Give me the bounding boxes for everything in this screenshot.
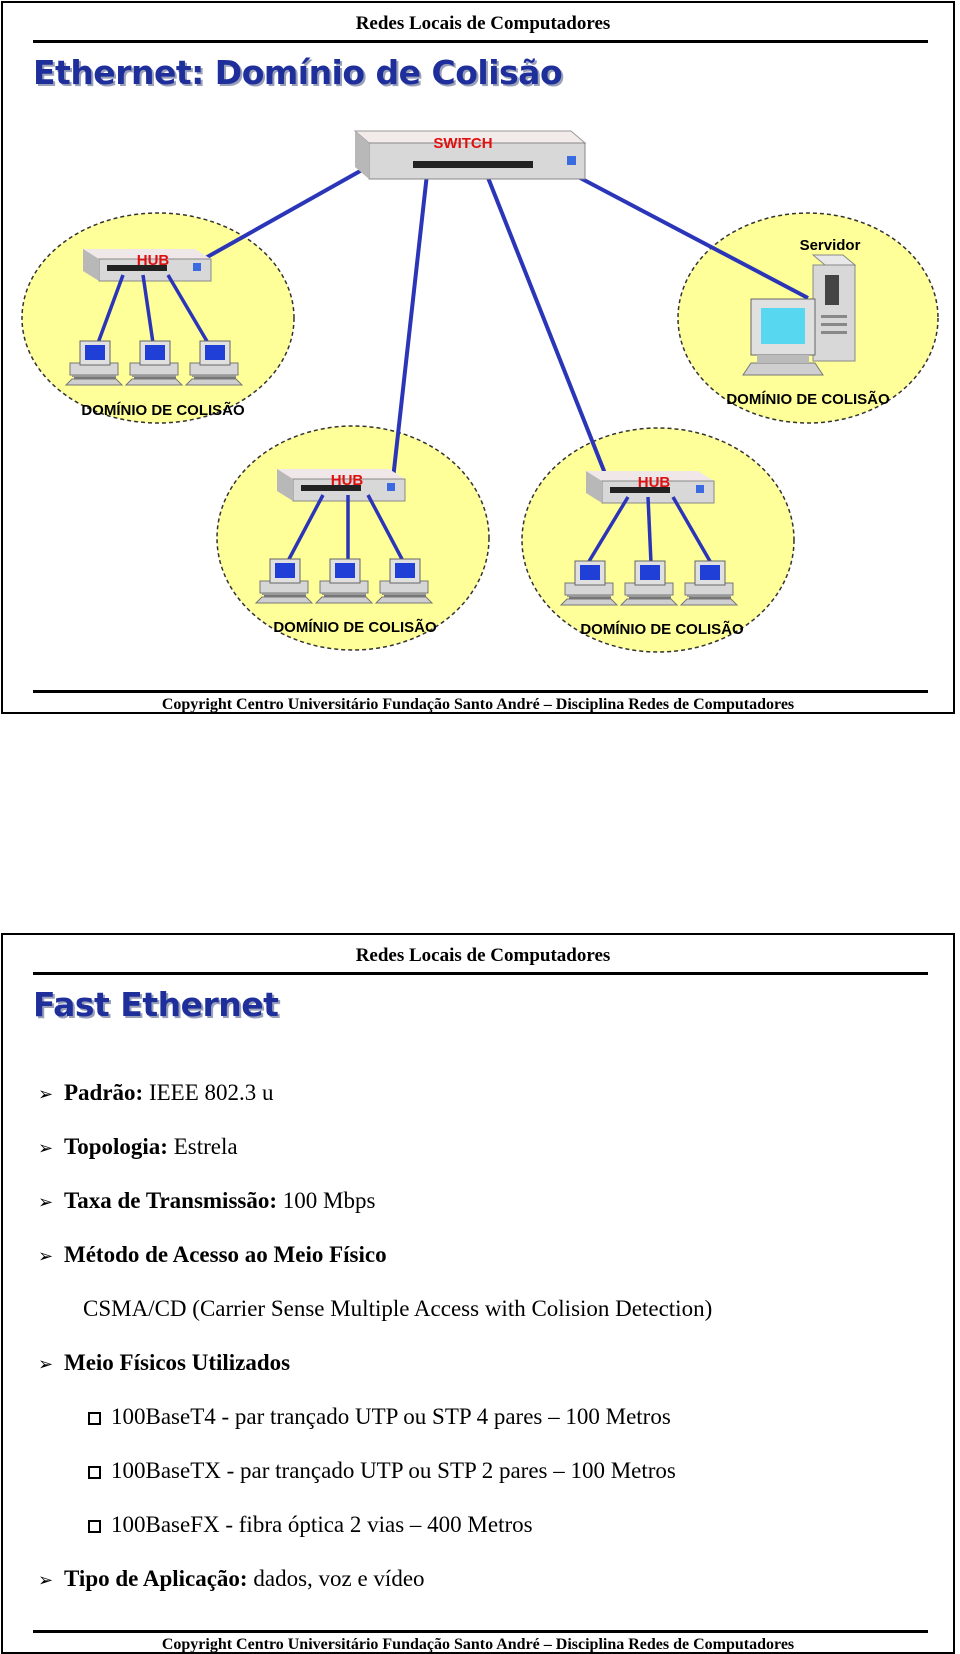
- slide-fast-ethernet: [1, 933, 955, 1654]
- domain-ellipse-left: [22, 213, 294, 423]
- server-label: Servidor: [799, 237, 861, 254]
- list-subitem: 100BaseT4 - par trançado UTP ou STP 4 pares – 100 Metros: [88, 1404, 671, 1430]
- header-rule: [33, 972, 928, 975]
- list-item-detail: CSMA/CD (Carrier Sense Multiple Access with Colision Detection): [83, 1296, 713, 1321]
- list-subitem: 100BaseTX - par trançado UTP ou STP 2 pares – 100 Metros: [88, 1458, 676, 1484]
- bullet-arrow-icon: ➢: [38, 1192, 54, 1213]
- list-subitem: 100BaseFX - fibra óptica 2 vias – 400 Metros: [88, 1512, 533, 1538]
- bullet-arrow-icon: ➢: [38, 1354, 54, 1375]
- list-item: ➢ Meio Físicos Utilizados: [38, 1350, 291, 1375]
- list-item: ➢ Método de Acesso ao Meio Físico: [38, 1242, 387, 1267]
- footer-rule: [33, 690, 928, 693]
- slide-header: Redes Locais de Computadores: [355, 13, 611, 34]
- slide-ethernet-collision-domain: [1, 1, 955, 714]
- bullet-arrow-icon: ➢: [38, 1084, 54, 1105]
- bullet-arrow-icon: ➢: [38, 1246, 54, 1267]
- collision-domain-diagram: [3, 3, 955, 683]
- bullet-arrow-icon: ➢: [38, 1138, 54, 1159]
- domain-ellipse-right: [522, 428, 794, 652]
- checkbox-icon: [88, 1520, 101, 1533]
- list-item: ➢ Topologia: Estrela: [38, 1134, 238, 1159]
- slide-footer: Copyright Centro Universitário Fundação Santo André – Disciplina Redes de Computadores: [161, 696, 795, 713]
- slide-title: Ethernet: Domínio de Colisão: [33, 53, 563, 92]
- domain-label-right: DOMÍNIO DE COLISÃO: [580, 621, 744, 638]
- domain-label-center: DOMÍNIO DE COLISÃO: [273, 619, 437, 636]
- slide-footer: Copyright Centro Universitário Fundação Santo André – Disciplina Redes de Computadores: [161, 1636, 795, 1653]
- hub-label-left: HUB: [136, 252, 170, 269]
- domain-label-server: DOMÍNIO DE COLISÃO: [726, 391, 890, 408]
- hub-label-right: HUB: [637, 474, 671, 491]
- list-item: ➢ Padrão: IEEE 802.3 u: [38, 1080, 274, 1105]
- slide-title: Fast Ethernet: [33, 985, 279, 1024]
- bullet-arrow-icon: ➢: [38, 1570, 54, 1591]
- list-item: ➢ Tipo de Aplicação: dados, voz e vídeo: [38, 1566, 425, 1591]
- footer-rule: [33, 1630, 928, 1633]
- checkbox-icon: [88, 1466, 101, 1479]
- slide-header: Redes Locais de Computadores: [355, 945, 611, 966]
- hub-label-center: HUB: [330, 472, 364, 489]
- switch-label: SWITCH: [433, 135, 493, 152]
- domain-label-left: DOMÍNIO DE COLISÃO: [81, 402, 245, 419]
- domain-ellipse-center: [217, 426, 489, 650]
- list-item: ➢ Taxa de Transmissão: 100 Mbps: [38, 1188, 376, 1213]
- checkbox-icon: [88, 1412, 101, 1425]
